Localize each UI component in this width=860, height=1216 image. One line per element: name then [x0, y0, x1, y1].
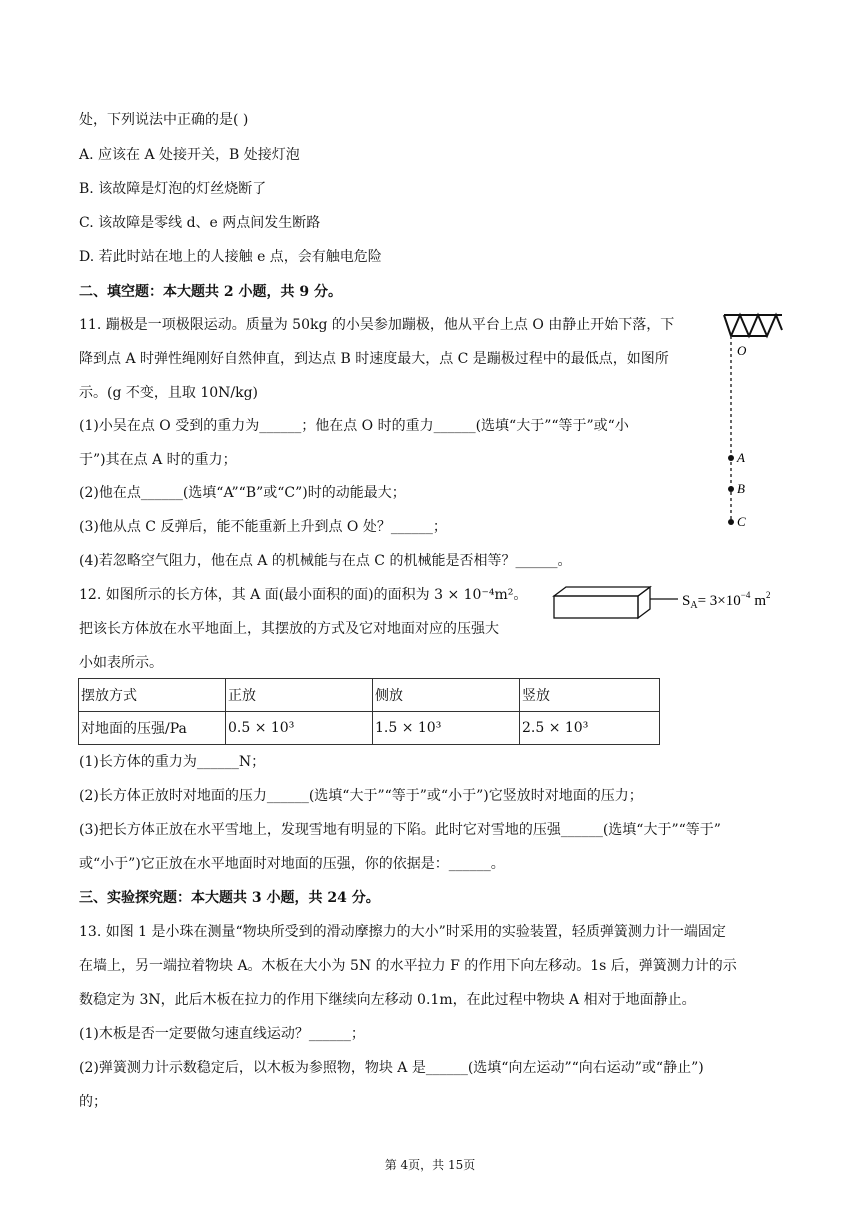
q13-line-6: 的；: [79, 1094, 107, 1110]
q12-line-7: 或“小于”)它正放在水平地面时对地面的压强，你的依据是：______。: [79, 856, 505, 872]
area-exp: −4: [740, 590, 751, 600]
table-cell: 对地面的压强/Pa: [79, 712, 226, 745]
q11-line-2: 降到点 A 时弹性绳刚好自然伸直，到达点 B 时速度最大，点 C 是蹦极过程中的最低点，如图所: [79, 351, 669, 367]
point-c-dot: [728, 519, 734, 525]
q11-line-7: (3)他从点 C 反弹后，能不能重新上升到点 O 处？______；: [79, 519, 447, 535]
q12-line-6: (3)把长方体正放在水平雪地上，发现雪地有明显的下陷。此时它对雪地的压强______(选填“大于”“等于”: [79, 822, 721, 838]
area-unit-exp: 2: [766, 590, 771, 600]
bungee-figure: [722, 312, 786, 532]
q13-line-5: (2)弹簧测力计示数稳定后，以木板为参照物，物块 A 是______(选填“向左运动”“向右运动”或“静止”): [79, 1060, 704, 1076]
option-b: B. 该故障是灯泡的灯丝烧断了: [79, 181, 267, 197]
label-b: B: [737, 481, 745, 496]
area-label-sub: A: [690, 600, 698, 611]
q11-line-8: (4)若忽略空气阻力，他在点 A 的机械能与在点 C 的机械能是否相等？______。: [79, 553, 572, 569]
q12-line-5: (2)长方体正放时对地面的压力______(选填“大于”“等于”或“小于”)它竖放时对地面的压力；: [79, 788, 643, 804]
q11-line-6: (2)他在点______(选填“A”“B”或“C”)时的动能最大；: [79, 485, 406, 501]
q13-line-1: 13. 如图 1 是小珠在测量“物块所受到的滑动摩擦力的大小”时采用的实验装置，轻质弹簧测力计一端固定: [79, 924, 726, 940]
svg-text:SA= 3×10−4m2: [682, 590, 771, 611]
option-d: D. 若此时站在地上的人接触 e 点，会有触电危险: [79, 249, 382, 265]
table-header: 正放: [226, 679, 373, 712]
question-text: 处，下列说法中正确的是( ): [79, 112, 249, 128]
q13-line-4: (1)木板是否一定要做匀速直线运动？______；: [79, 1026, 365, 1042]
q11-line-4: (1)小吴在点 O 受到的重力为______；他在点 O 时的重力______(选填“大于”“等于”或“小: [79, 418, 629, 434]
table-cell: 1.5 × 10³: [373, 712, 520, 745]
table-header: 侧放: [373, 679, 520, 712]
q11-line-1: 11. 蹦极是一项极限运动。质量为 50kg 的小吴参加蹦极，他从平台上点 O 由静止开始下落，下: [79, 317, 675, 333]
table-cell: 0.5 × 10³: [226, 712, 373, 745]
table-header-row: [79, 679, 660, 712]
option-c: C. 该故障是零线 d、e 两点间发生断路: [79, 215, 321, 231]
q11-line-3: 示。(g 不变，且取 10N/kg): [79, 385, 259, 401]
pressure-table: [78, 678, 660, 745]
label-o: O: [737, 343, 747, 358]
area-unit: m: [754, 593, 766, 609]
label-a: A: [737, 450, 745, 465]
label-c: C: [737, 514, 746, 529]
point-b-dot: [728, 486, 734, 492]
q13-line-2: 在墙上，另一端拉着物块 A。木板在大小为 5N 的水平拉力 F 的作用下向左移动。1s 后，弹簧测力计的示: [79, 958, 737, 974]
table-header: 摆放方式: [79, 679, 226, 712]
q12-line-4: (1)长方体的重力为______N；: [79, 754, 266, 770]
table-header: 竖放: [520, 679, 660, 712]
page-footer: 第 4页，共 15页: [384, 1158, 476, 1172]
q11-line-5: 于”)其在点 A 时的重力；: [79, 452, 237, 468]
q12-line-3: 小如表所示。: [79, 655, 163, 671]
section-heading-fill-in: 二、填空题：本大题共 2 小题，共 9 分。: [79, 284, 342, 300]
platform-truss: [724, 315, 782, 336]
q12-line-1: 12. 如图所示的长方体，其 A 面(最小面积的面)的面积为 3 × 10⁻⁴m²。: [79, 587, 528, 603]
point-a-dot: [728, 455, 734, 461]
option-a: A. 应该在 A 处接开关，B 处接灯泡: [79, 147, 300, 163]
area-label: S: [682, 593, 691, 609]
box-figure: [552, 584, 788, 624]
q12-line-2: 把该长方体放在水平地面上，其摆放的方式及它对地面对应的压强大: [79, 621, 499, 637]
section-heading-experiment: 三、实验探究题：本大题共 3 小题，共 24 分。: [79, 890, 380, 906]
q13-line-3: 数稳定为 3N，此后木板在拉力的作用下继续向左移动 0.1m，在此过程中物块 A 相对于地面静止。: [79, 992, 696, 1008]
area-equals: = 3×10: [697, 593, 741, 609]
table-row: [79, 712, 660, 745]
table-cell: 2.5 × 10³: [520, 712, 660, 745]
